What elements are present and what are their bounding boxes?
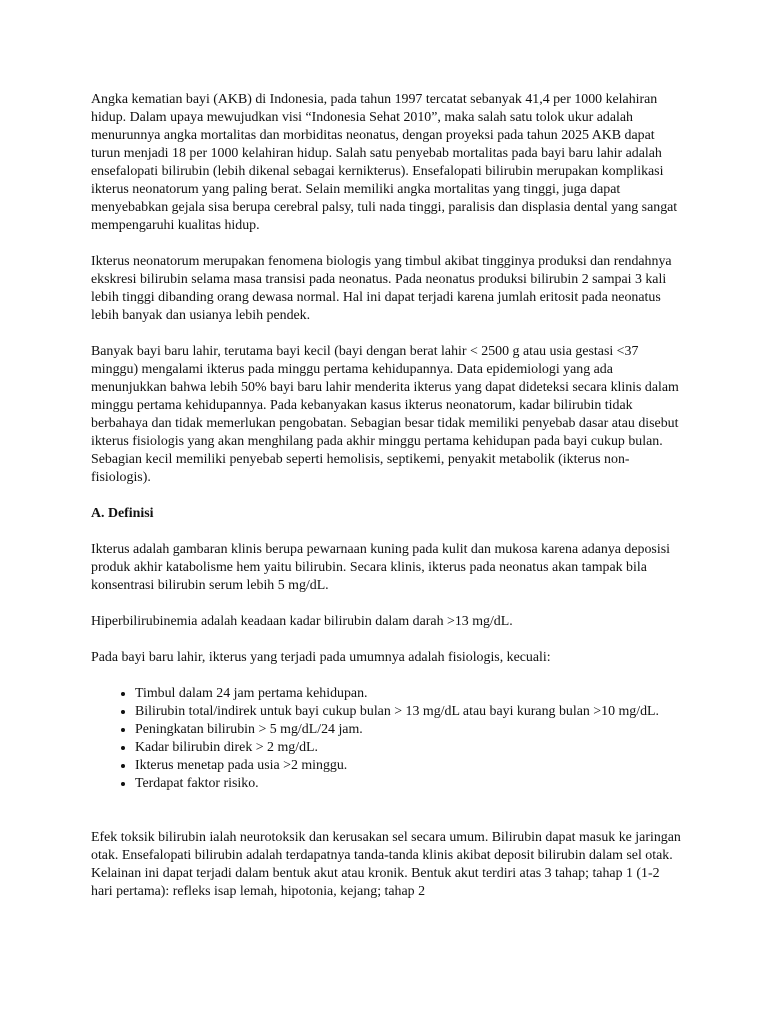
paragraph-fisiologis-kecuali: Pada bayi baru lahir, ikterus yang terjadi pada umumnya adalah fisiologis, kecuali: (91, 650, 551, 665)
list-item: • Timbul dalam 24 jam pertama kehidupan. (135, 685, 681, 703)
section-heading-definisi: A. Definisi (91, 506, 154, 521)
document-body (91, 91, 681, 919)
list-item: • Terdapat faktor risiko. (135, 775, 681, 793)
list-item: • Ikterus menetap pada usia >2 minggu. (135, 757, 681, 775)
list-item: • Kadar bilirubin direk > 2 mg/dL. (135, 739, 681, 757)
paragraph-ikterus-neonatorum: Ikterus neonatorum merupakan fenomena biologis yang timbul akibat tingginya produksi dan rendahnya ekskresi bilirubin selama masa transisi pada neonatus. Pada neonatus produksi bilirubin 2 sampai 3 kali lebih tinggi dibanding orang dewasa normal. Hal ini dapat terjadi karena jumlah eritosit pada neonatus lebih banyak dan usianya lebih pendek. (91, 254, 672, 323)
list-item: • Peningkatan bilirubin > 5 mg/dL/24 jam. (135, 721, 681, 739)
paragraph-epidemiologi: Banyak bayi baru lahir, terutama bayi kecil (bayi dengan berat lahir < 2500 g atau usia gestasi <37 minggu) mengalami ikterus pada minggu pertama kehidupannya. Data epidemiologi yang ada menunjukkan bahwa lebih 50% bayi baru lahir menderita ikterus yang dapat dideteksi secara klinis dalam minggu pertama kehidupannya. Pada kebanyakan kasus ikterus neonatorum, kadar bilirubin tidak berbahaya dan tidak memerlukan pengobatan. Sebagian besar tidak memiliki penyebab dasar atau disebut ikterus fisiologis yang akan menghilang pada akhir minggu pertama kehidupan pada bayi cukup bulan. Sebagian kecil memiliki penyebab seperti hemolisis, septikemi, penyakit metabolik (ikterus non-fisiologis). (91, 344, 679, 485)
list-item: • Bilirubin total/indirek untuk bayi cukup bulan > 13 mg/dL atau bayi kurang bulan >10 mg/dL. (135, 703, 681, 721)
paragraph-efek-toksik: Efek toksik bilirubin ialah neurotoksik dan kerusakan sel secara umum. Bilirubin dapat masuk ke jaringan otak. Ensefalopati bilirubin adalah terdapatnya tanda-tanda klinis akibat deposit bilirubin dalam sel otak. Kelainan ini dapat terjadi dalam bentuk akut atau kronik. Bentuk akut terdiri atas 3 tahap; tahap 1 (1-2 hari pertama): refleks isap lemah, hipotonia, kejang; tahap 2 (91, 830, 681, 899)
paragraph-hiperbilirubinemia: Hiperbilirubinemia adalah keadaan kadar bilirubin dalam darah >13 mg/dL. (91, 614, 513, 629)
paragraph-akb: Angka kematian bayi (AKB) di Indonesia, pada tahun 1997 tercatat sebanyak 41,4 per 1000 kelahiran hidup. Dalam upaya mewujudkan visi “Indonesia Sehat 2010”, maka salah satu tolok ukur adalah menurunnya angka mortalitas dan morbiditas neonatus, dengan proyeksi pada tahun 2025 AKB dapat turun menjadi 18 per 1000 kelahiran hidup. Salah satu penyebab mortalitas pada bayi baru lahir adalah ensefalopati bilirubin (lebih dikenal sebagai kernikterus). Ensefalopati bilirubin merupakan komplikasi ikterus neonatorum yang paling berat. Selain memiliki angka mortalitas yang tinggi, juga dapat menyebabkan gejala sisa berupa cerebral palsy, tuli nada tinggi, paralisis dan displasia dental yang sangat mempengaruhi kualitas hidup. (91, 92, 678, 233)
criteria-list (91, 685, 681, 793)
paragraph-definisi-ikterus: Ikterus adalah gambaran klinis berupa pewarnaan kuning pada kulit dan mukosa karena adanya deposisi produk akhir katabolisme hem yaitu bilirubin. Secara klinis, ikterus pada neonatus akan tampak bila konsentrasi bilirubin serum lebih 5 mg/dL. (91, 542, 670, 593)
